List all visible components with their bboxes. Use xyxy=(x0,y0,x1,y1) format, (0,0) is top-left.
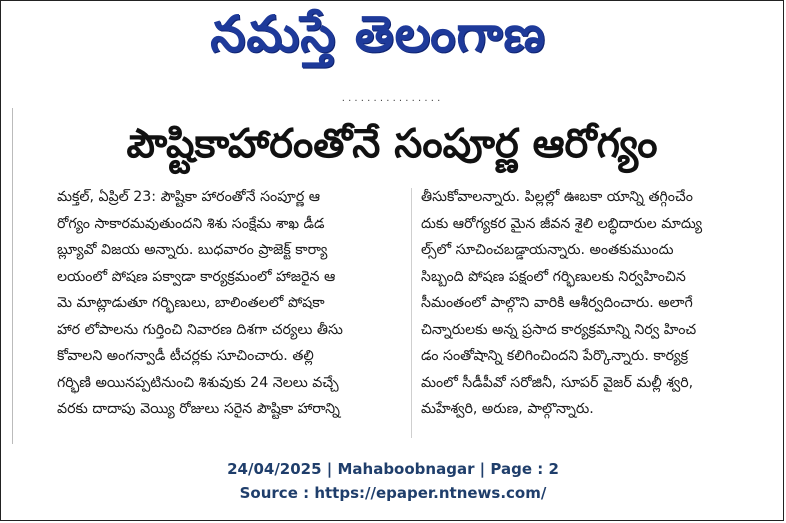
clipping-date-edition: 24/04/2025 | Mahaboobnagar | Page : 2 xyxy=(227,460,559,478)
article-right-column xyxy=(421,184,761,442)
article-text-line: సీమంతంలో పాల్గొని వారికి ఆశీర్వదించారు. అలాగే xyxy=(421,295,693,311)
article-text-line: మక్తల్, ఏప్రిల్ 23: పౌష్టికా హారంతోనే సంపూర్ణ ఆ xyxy=(57,189,321,205)
column-divider xyxy=(411,188,412,438)
article-text-line: డం సంతోషాన్ని కలిగించిందని పేర్కొన్నారు. కార్యక్ర xyxy=(421,348,688,364)
article-left-column xyxy=(57,184,403,442)
article-text-line: దుకు ఆరోగ్యకర మైన జీవన శైలి లబ్ధిదారుల మాద్యు xyxy=(421,215,703,232)
article-text-line: సిబ్బంది పోషణ పక్షంలో గర్భిణులకు నిర్వహించిన xyxy=(421,268,686,285)
article-text-line: బ్ల్యూవో విజయ అన్నారు. బుధవారం ప్రాజెక్ట్ కార్యా xyxy=(57,242,328,258)
article-text-line: గర్భిణి అయినప్పటినుంచి శిశువుకు 24 నెలలు వచ్చే xyxy=(57,374,339,391)
clipping-source-link[interactable]: Source : https://epaper.ntnews.com/ xyxy=(239,484,547,502)
article-text-line: తీసుకోవాలన్నారు. పిల్లల్లో ఊబకా యాన్ని తగ్గించేం xyxy=(421,189,693,205)
newspaper-masthead: నమస్తే తెలంగాణ xyxy=(210,6,546,63)
article-text-line: మహేశ్వరి, అరుణ, పాల్గొన్నారు. xyxy=(421,401,594,417)
article-text-line: చిన్నారులకు అన్న ప్రసాద కార్యక్రమాన్ని నిర్వ హించ xyxy=(421,321,697,338)
article-text-line: ల్స్‌లో సూచించబడ్డాయన్నారు. అంతకుముందు xyxy=(421,242,674,258)
article-text-line: మంలో సీడీపీవో సరోజినీ, సూపర్ వైజర్ మల్లీ శ్వరి, xyxy=(421,374,694,391)
article-text-line: కోవాలని అంగన్వాడీ టీచర్లకు సూచించారు. తల్లి xyxy=(57,348,314,364)
article-headline: పౌష్టికాహారంతోనే సంపూర్ణ ఆరోగ్యం xyxy=(126,121,658,167)
article-clipping xyxy=(12,108,771,444)
article-text-line: మె మాట్లాడుతూ గర్భిణులు, బాలింతలలో పోషకా xyxy=(57,295,325,311)
article-text-line: హార లోపాలను గుర్తించి నివారణ దిశగా చర్యలు తీసు xyxy=(57,321,343,338)
article-text-line: వరకు దాదాపు వెయ్యి రోజులు సరైన పౌష్టికా హారాన్ని xyxy=(57,401,340,417)
article-text-line: లయంలో పోషణ పక్వాడా కార్యక్రమంలో హాజరైన ఆ xyxy=(57,268,336,285)
article-text-line: రోగ్యం సాకారమవుతుందని శిశు సంక్షేమ శాఖ డీడ xyxy=(57,215,325,232)
header-strip: · · · · · · · · · · · · · · · · xyxy=(341,96,441,107)
